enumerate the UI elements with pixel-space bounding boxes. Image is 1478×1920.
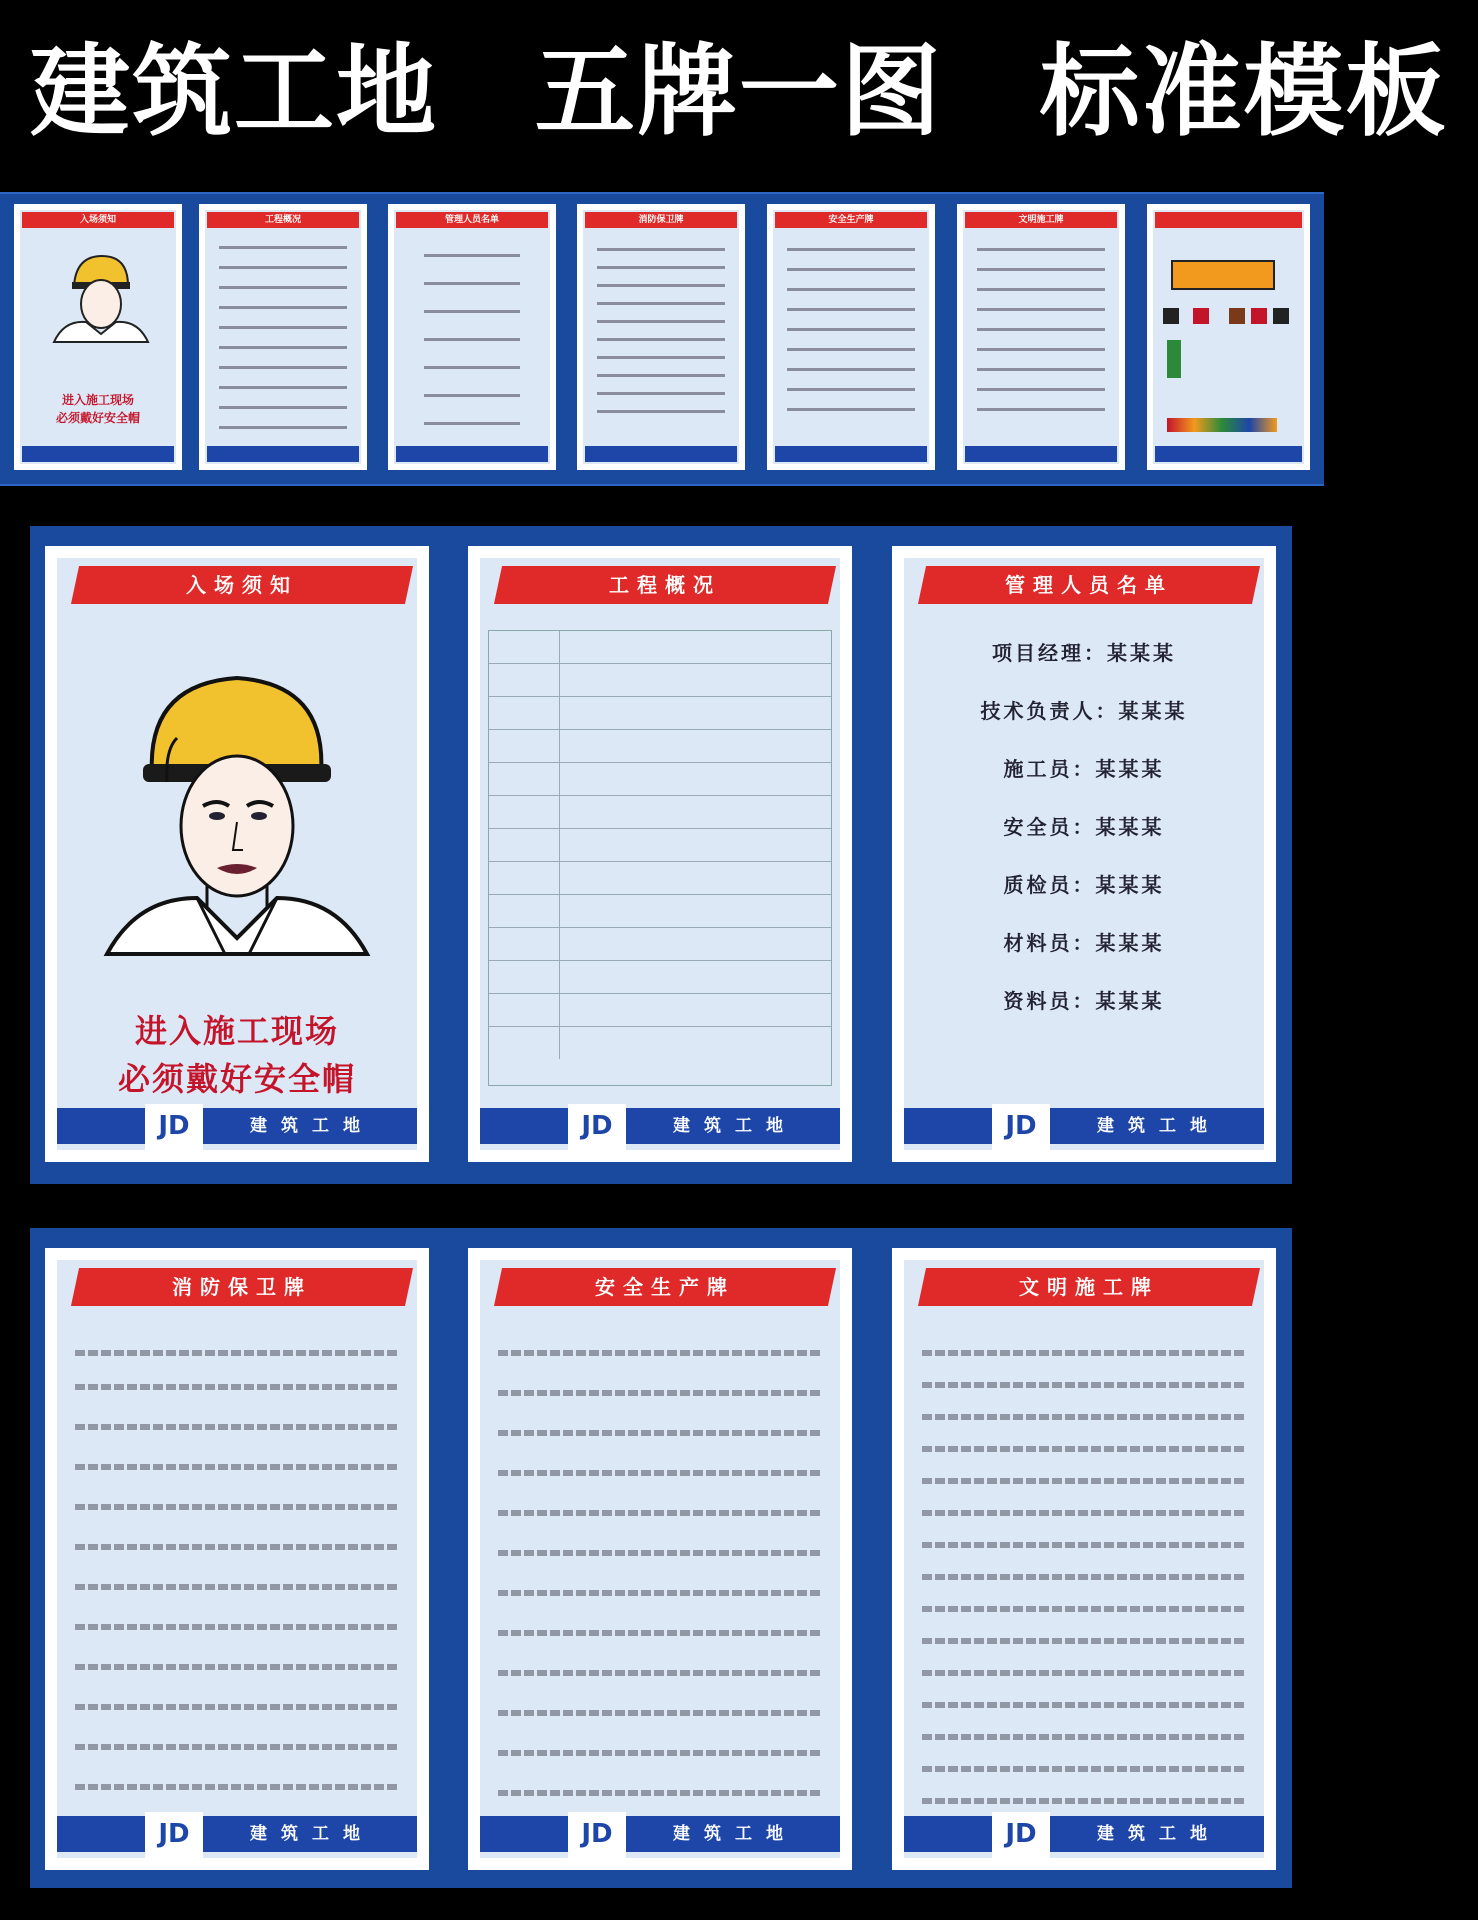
board-row-2 xyxy=(30,1228,1292,1888)
roster-item: 资料员：某某某 xyxy=(1003,989,1165,1013)
board-title: 消防保卫牌 xyxy=(172,1275,312,1299)
thumbnail-civilized[interactable]: 文明施工牌 xyxy=(957,204,1125,470)
slogan-line-1: 进入施工现场 xyxy=(134,1012,339,1050)
overview-table xyxy=(488,630,832,1086)
jd-logo-icon: JD xyxy=(145,1812,203,1864)
thumbnail-overview[interactable]: 工程概况 xyxy=(199,204,367,470)
board-row-1 xyxy=(30,526,1292,1184)
board-footer: 建筑工地 xyxy=(673,1116,797,1136)
thumbnail-fire[interactable]: 消防保卫牌 xyxy=(577,204,745,470)
jd-logo-icon: JD xyxy=(145,1104,203,1156)
fire-board xyxy=(45,1248,429,1870)
thumbnail-entrance[interactable]: 入场须知 进入施工现场 必须戴好安全帽 xyxy=(14,204,182,470)
board-footer: 建筑工地 xyxy=(250,1824,374,1844)
slogan-line-2: 必须戴好安全帽 xyxy=(117,1060,356,1098)
jd-logo-icon: JD xyxy=(992,1812,1050,1864)
roster-item: 施工员：某某某 xyxy=(1003,757,1165,781)
thumbnail-site-plan[interactable] xyxy=(1147,204,1310,470)
board-footer: 建筑工地 xyxy=(250,1116,374,1136)
board-title: 安全生产牌 xyxy=(595,1275,735,1299)
roster-item: 技术负责人：某某某 xyxy=(980,699,1188,723)
jd-logo-icon: JD xyxy=(992,1104,1050,1156)
safety-board xyxy=(468,1248,852,1870)
roster-board xyxy=(892,546,1276,1162)
worker-portrait-icon xyxy=(107,654,367,954)
title-part-2: 五牌一图 xyxy=(534,33,943,150)
board-footer: 建筑工地 xyxy=(1097,1116,1221,1136)
roster-item: 项目经理：某某某 xyxy=(992,641,1176,665)
roster-item: 质检员：某某某 xyxy=(1003,873,1165,897)
board-title: 管理人员名单 xyxy=(1005,573,1173,597)
roster-item: 材料员：某某某 xyxy=(1003,931,1165,955)
board-footer: 建筑工地 xyxy=(1097,1824,1221,1844)
board-title: 文明施工牌 xyxy=(1019,1275,1159,1299)
roster-item: 安全员：某某某 xyxy=(1003,815,1165,839)
jd-logo-icon: JD xyxy=(568,1104,626,1156)
overview-board xyxy=(468,546,852,1162)
thumbnail-strip xyxy=(0,192,1324,486)
thumbnail-safety[interactable]: 安全生产牌 xyxy=(767,204,935,470)
board-title: 入场须知 xyxy=(186,573,298,597)
page-title xyxy=(0,22,1448,162)
worker-portrait-icon xyxy=(44,246,154,342)
entrance-board xyxy=(45,546,429,1162)
thumbnail-roster[interactable]: 管理人员名单 xyxy=(388,204,556,470)
civilized-board xyxy=(892,1248,1276,1870)
title-part-3: 标准模板 xyxy=(1039,33,1448,150)
title-part-1: 建筑工地 xyxy=(30,33,438,150)
jd-logo-icon: JD xyxy=(568,1812,626,1864)
board-footer: 建筑工地 xyxy=(673,1824,797,1844)
board-title: 工程概况 xyxy=(609,573,721,597)
